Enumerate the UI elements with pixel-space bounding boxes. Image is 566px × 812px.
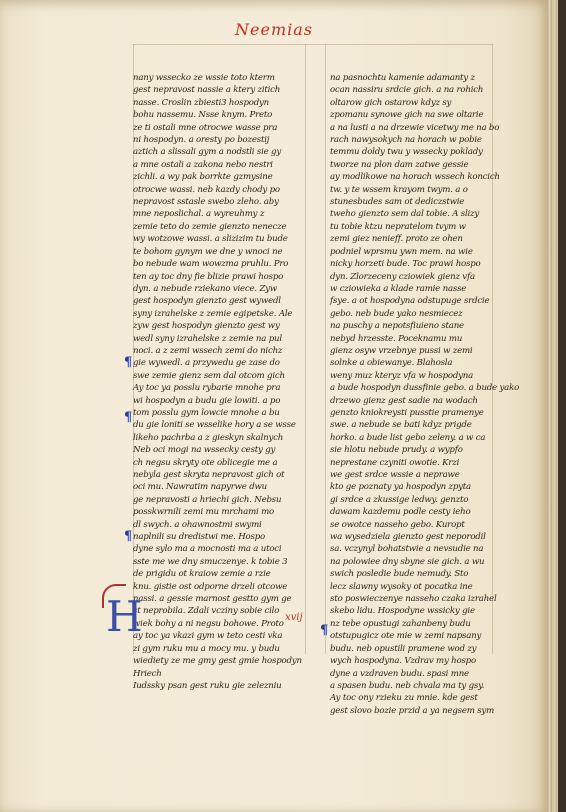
text-line: likeho pachrba a z gieskyn skalnych bbox=[133, 432, 284, 443]
text-line: sa. vczynyl bohatstwie a nevsudie na bbox=[330, 544, 484, 555]
text-line: nasse. Croslin zbiesti3 hospodyn bbox=[133, 97, 270, 108]
text-line: ni hospodyn. a oresty po bozestij bbox=[133, 135, 270, 146]
decorated-initial-letter: H bbox=[106, 592, 143, 641]
text-line: noci. a z zemi wssech zemi do nichz bbox=[133, 345, 283, 356]
text-line: tu tobie ktzu nepratelom tvym w bbox=[330, 221, 466, 232]
text-line: posskwrnili zemi mu mrchami mo bbox=[133, 507, 275, 518]
text-line: na puschy a nepotsfiuieno stane bbox=[330, 321, 464, 332]
text-line: wa wysedziela gienzto gest neporodil bbox=[330, 532, 486, 543]
text-line: gi srdce a zkussige ledwy. genzto bbox=[330, 494, 469, 505]
text-line: we gest srdce wssie a neprawe bbox=[330, 470, 460, 480]
text-line: a spasen budu. neb chvala ma ty gsy. bbox=[330, 680, 485, 691]
text-line: dl swych. a ohawnostmi swymi bbox=[133, 519, 262, 530]
text-line: Iudssky psan gest ruku gie zelezniu bbox=[133, 680, 282, 691]
text-line: nebyla gest skryta nepravost gich ot bbox=[133, 470, 285, 480]
text-line: fsye. a ot hospodyna odstupuge srdcie bbox=[330, 296, 490, 307]
text-line: zyw gest hospodyn gienzto gest wy bbox=[133, 321, 280, 332]
text-line: aztich a slissali gym a nodstli sie gy bbox=[133, 147, 281, 158]
text-line: skebo lidu. Hospodyne wssicky gie bbox=[330, 606, 475, 617]
text-line: knu. gistie ost odporne drzeli otcowe bbox=[133, 581, 288, 592]
text-line: dyn. Zlorzeceny cziowiek gienz vfa bbox=[330, 271, 475, 282]
text-line: zi gym ruku mu a mocy mu. y budu bbox=[133, 643, 280, 654]
text-line: oltarow gich ostarow kdyz sy bbox=[330, 97, 452, 108]
text-line: gest slovo bozie przid a ya negsem sym bbox=[330, 705, 495, 716]
text-line: na pasnochtu kamenie adamanty z bbox=[330, 73, 475, 83]
text-line: tworze na plon dam zatwe gessie bbox=[330, 159, 469, 170]
margin-rule-center-right bbox=[325, 44, 326, 654]
text-line: gest hospodyn gienzto gest wywedl bbox=[133, 296, 281, 307]
text-line: se owotce nasseho gebo. Kuropt bbox=[330, 519, 465, 530]
text-line: kto ge poznaty ya hospodyn zpyta bbox=[330, 482, 471, 493]
text-line: nany wssecko ze wssie toto kterm bbox=[133, 73, 275, 83]
text-line: dawam kazdemu podle cesty ieho bbox=[330, 507, 471, 518]
text-line: zemi giez nenieff. proto ze ohen bbox=[330, 234, 463, 245]
text-line: oci mu. Nawratim napyrwe dwu bbox=[133, 482, 268, 493]
text-line: gienz osyw vrzebnye pussi w zemi bbox=[330, 345, 473, 356]
text-line: rach nawysokych na horach w pobie bbox=[330, 135, 482, 146]
text-line: a na lusti a na drzewie vicetwy me na bo bbox=[330, 122, 500, 133]
text-line: zichli. a wy pak borrkte gzmysine bbox=[133, 172, 273, 183]
text-line: ocan nassiru srdcie gich. a na rohich bbox=[330, 85, 484, 96]
text-line: st neprobila. Zdali vcziny sobie cilo bbox=[133, 606, 280, 617]
text-line: zemie teto do zemie gienzto nenecze bbox=[133, 221, 287, 232]
text-line: sste me we dny smuczenye. k tobie 3 bbox=[133, 556, 288, 567]
text-line: na polowiee dny sbyne sie gich. a wu bbox=[330, 556, 485, 567]
text-line: dyne a vzdraven budu. spasi mne bbox=[330, 668, 469, 679]
paragraph-mark: ¶ bbox=[124, 410, 133, 425]
text-line: te bohom gynym we dne y wnoci ne bbox=[133, 246, 283, 257]
text-line: podniel wprsmu ywn mem. na wie bbox=[330, 246, 473, 257]
text-line: tweho gienzto sem dal tobie. A slizy bbox=[330, 209, 480, 220]
text-line: bohu nassemu. Nsse knym. Preto bbox=[133, 110, 273, 121]
text-line: syny izrahelske z zemie egipetske. Ale bbox=[133, 308, 293, 319]
text-line: wi hospodyn a budu gie lowiti. a po bbox=[133, 395, 281, 406]
text-line: nebyd hrzesste. Poceknamu mu bbox=[330, 333, 463, 344]
right-text-column bbox=[330, 72, 520, 717]
binding-shadow bbox=[558, 0, 566, 812]
text-line: wiediety ze me gmy gest gmie hospodyn bbox=[133, 656, 302, 667]
text-line: ch negsu skryty ote oblicegie me a bbox=[133, 457, 278, 468]
text-line: Ay toc ony rzieku zu mnie. kde gest bbox=[330, 693, 478, 704]
text-line: nepravost sstasle swebo zleho. aby bbox=[133, 197, 279, 208]
text-line: mne neposlichal. a wyreuhmy z bbox=[133, 209, 265, 220]
text-line: ay toc ya vkazi gym w teto cesti vka bbox=[133, 631, 283, 642]
text-line: nassi. a gessie marnost gestto gym ge bbox=[133, 594, 292, 605]
text-line: horko. a bude list gebo zeleny. a w ca bbox=[330, 432, 486, 443]
text-line: otstupugicz ote mie w zemi napsany bbox=[330, 631, 482, 642]
text-line: sto poswieczenye nasseho czaka izrahel bbox=[330, 594, 497, 605]
text-line: weny muz kteryz vfa w hospodyna bbox=[330, 370, 474, 381]
text-line: solnke a obiewanye. Blahosla bbox=[330, 358, 453, 369]
left-text-column bbox=[133, 72, 303, 692]
margin-rule-center-left bbox=[305, 44, 306, 654]
text-line: bo nebude wam wowzma pruhlu. Pro bbox=[133, 259, 289, 270]
text-line: gest nepravost nassie a ktery zitich bbox=[133, 85, 281, 96]
paragraph-mark: ¶ bbox=[320, 623, 329, 638]
text-line: wedl syny izrahelske z zemie na pul bbox=[133, 333, 282, 344]
text-line: wy wotzowe wassi. a slizizim tu bude bbox=[133, 234, 288, 245]
text-line: ay modlikowe na horach wssech koncich bbox=[330, 172, 500, 183]
text-line: w cziowieka a klade ramie nasse bbox=[330, 283, 467, 294]
text-line: otrocwe wassi. neb kazdy chody po bbox=[133, 184, 280, 195]
text-line: lecz slawny wysoky ot pocatka ine bbox=[330, 581, 473, 592]
text-line: genzto kniokreysti pusstie pramenye bbox=[330, 407, 484, 418]
text-line: drzewo gienz gest sadie na wodach bbox=[330, 395, 478, 406]
text-line: swich posledie bude nemudy. Sto bbox=[330, 569, 469, 580]
text-line: Neb oci mogi na wssecky cesty gy bbox=[133, 445, 276, 456]
text-line: nicky horzeti bude. Toc prawi hospo bbox=[330, 259, 481, 270]
text-line: Ay toc ya posslu rybarie mnohe pra bbox=[133, 383, 281, 394]
text-line: ge nepravosti a hriechi gich. Nebsu bbox=[133, 494, 282, 505]
text-line: temmu doldy twu y wssecky poklady bbox=[330, 147, 483, 158]
text-line: a mne ostali a zakona nebo nestri bbox=[133, 159, 273, 170]
text-line: tw. y te wssem krayom twym. a o bbox=[330, 184, 468, 195]
text-line: ze ti ostali mne otrocwe wasse pra bbox=[133, 122, 278, 133]
top-rule bbox=[133, 44, 493, 45]
text-line: de prigidu ot kraiow zemie a rzie bbox=[133, 569, 271, 580]
text-line: Hriech bbox=[133, 668, 162, 679]
text-line: swe. a nebude se bati kdyz prigde bbox=[330, 420, 472, 431]
text-line: gebo. neb bude yako nesmiecez bbox=[330, 308, 463, 319]
paragraph-mark: ¶ bbox=[124, 355, 133, 370]
text-line: sie hlotu nebude prudy. a wypfo bbox=[330, 445, 463, 456]
running-title: Neemias bbox=[235, 20, 313, 39]
text-line: zpomanu synowe gich na swe oltarie bbox=[330, 110, 484, 121]
text-line: dyn. a nebude rziekano viece. Zyw bbox=[133, 283, 278, 294]
paragraph-mark: ¶ bbox=[124, 529, 133, 544]
text-line: stunesbudes sam ot dediczstwie bbox=[330, 197, 465, 208]
text-line: dyne sylo ma a mocnosti ma a utoci bbox=[133, 544, 282, 555]
chapter-number-mark: xvij bbox=[285, 612, 303, 623]
text-line: a bude hospodyn dussfinie gebo. a bude yako bbox=[330, 383, 520, 394]
text-line: budu. neb opustili pramene wod zy bbox=[330, 643, 477, 654]
text-line: neprestane czyniti owotie. Krzi bbox=[330, 457, 460, 468]
text-line: naplnili su dredistwi me. Hospo bbox=[133, 532, 265, 543]
text-line: tom posslu gym lowcie mnohe a bu bbox=[133, 407, 280, 418]
text-line: gie wywedl. a przywedu ge zase do bbox=[133, 358, 280, 369]
text-line: du gie loniti se wsselike hory a se wsse bbox=[133, 420, 296, 431]
text-line: nz tebe opustugi zahanbeny budu bbox=[330, 618, 471, 629]
text-line: ten ay toc dny fie blizie prawi hospo bbox=[133, 271, 284, 282]
text-line: wych hospodyna. Vzdrav my hospo bbox=[330, 656, 476, 667]
text-line: wiek bohy a ni negsu bohowe. Proto bbox=[133, 618, 284, 629]
text-line: swe zemie gienz sem dal otcom gich bbox=[133, 370, 285, 381]
